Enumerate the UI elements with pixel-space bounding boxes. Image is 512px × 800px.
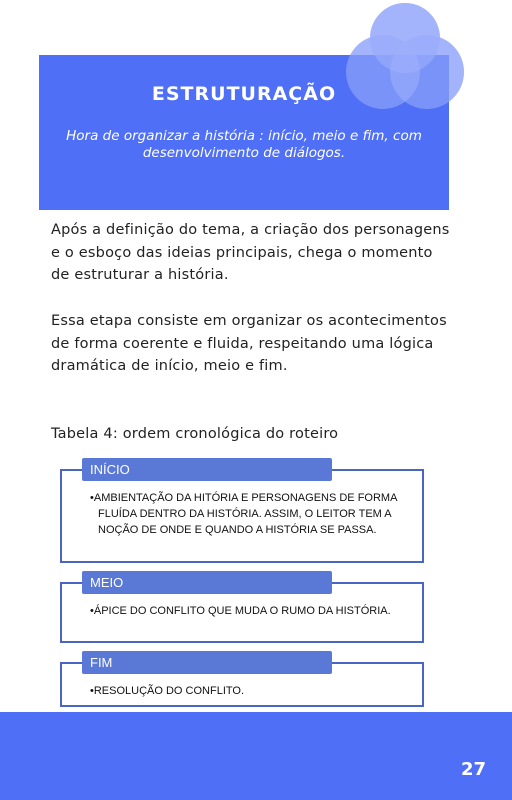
section-title: ESTRUTURAÇÃO xyxy=(151,83,337,105)
section-subtitle: Hora de organizar a história : início, meio e fim, com desenvolvimento de diálogos. xyxy=(66,128,422,161)
page-footer xyxy=(0,712,512,800)
timeline-text-inicio: •AMBIENTAÇÃO DA HITÓRIA E PERSONAGENS DE FORMA FLUÍDA DENTRO DA HISTÓRIA. ASSIM, O LEITOR TEM A NOÇÃO DE ONDE E QUANDO A HISTÓRIA SE PASSA. xyxy=(90,492,397,536)
timeline-label-fim: FIM xyxy=(82,651,332,674)
timeline-text-meio: •ÁPICE DO CONFLITO QUE MUDA O RUMO DA HISTÓRIA. xyxy=(90,605,391,617)
table-caption: Tabela 4: ordem cronológica do roteiro xyxy=(51,426,339,442)
timeline-text-fim: •RESOLUÇÃO DO CONFLITO. xyxy=(90,685,245,697)
timeline-label-inicio: INÍCIO xyxy=(82,458,332,481)
paragraph-intro: Após a definição do tema, a criação dos personagens e o esboço das ideias principais, chega o momento de estruturar a história. xyxy=(51,222,450,283)
section-header xyxy=(39,55,449,210)
timeline-box-inicio xyxy=(60,469,424,563)
timeline-label-meio: MEIO xyxy=(82,571,332,594)
page-number: 27 xyxy=(460,759,486,780)
paragraph-structure: Essa etapa consiste em organizar os acontecimentos de forma coerente e fluida, respeitando uma lógica dramática de início, meio e fim. xyxy=(51,313,447,374)
